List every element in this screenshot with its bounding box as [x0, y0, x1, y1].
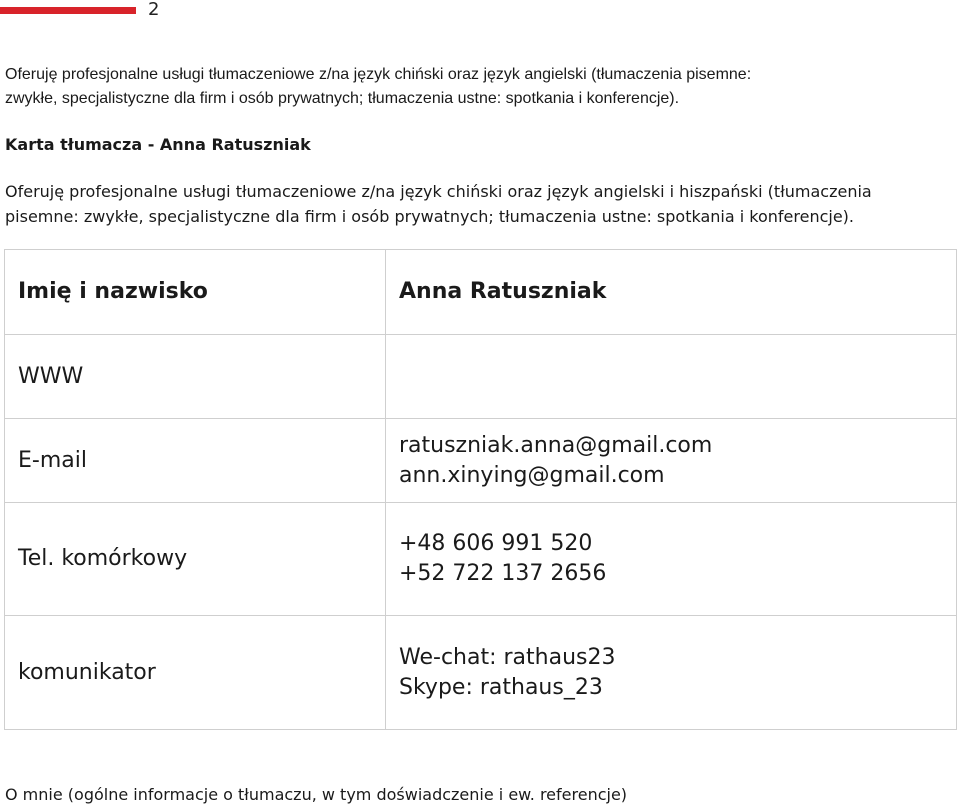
table-row-phone — [5, 503, 957, 616]
email-link[interactable]: ratuszniak.anna@gmail.com — [399, 432, 713, 458]
email-link[interactable]: ann.xinying@gmail.com — [399, 462, 665, 488]
header-accent-bar — [0, 7, 136, 14]
description-line: pisemne: zwykłe, specjalistyczne dla firm i osób prywatnych; tłumaczenia ustne: spotkania i konferencje). — [5, 207, 854, 226]
label-www: WWW — [5, 335, 386, 419]
messenger-id: We-chat: rathaus23 — [399, 644, 616, 670]
intro-line: Oferuję profesjonalne usługi tłumaczeniowe z/na język chiński oraz język angielski (tłumaczenia pisemne: — [5, 66, 752, 83]
phone-number: +52 722 137 2656 — [399, 561, 607, 586]
table-row-messenger — [5, 616, 957, 730]
label-name: Imię i nazwisko — [5, 250, 386, 335]
table-row-name — [5, 250, 957, 335]
value-name: Anna Ratuszniak — [386, 250, 957, 335]
value-email — [386, 419, 957, 503]
table-row-email — [5, 419, 957, 503]
label-email: E-mail — [5, 419, 386, 503]
messenger-id: Skype: rathaus_23 — [399, 674, 603, 700]
description-line: Oferuję profesjonalne usługi tłumaczeniowe z/na język chiński oraz język angielski i hiszpański (tłumaczenia — [5, 182, 872, 201]
label-messenger: komunikator — [5, 616, 386, 730]
intro-paragraph — [5, 63, 905, 111]
label-phone: Tel. komórkowy — [5, 503, 386, 616]
value-www — [386, 335, 957, 419]
page-number: 2 — [148, 0, 160, 20]
card-heading: Karta tłumacza - Anna Ratuszniak — [5, 135, 311, 154]
value-phone — [386, 503, 957, 616]
table-row-www — [5, 335, 957, 419]
about-section-label: O mnie (ogólne informacje o tłumaczu, w tym doświadczenie i ew. referencje) — [5, 785, 628, 804]
intro-line: zwykłe, specjalistyczne dla firm i osób prywatnych; tłumaczenia ustne: spotkania i konferencje). — [5, 90, 680, 107]
value-messenger — [386, 616, 957, 730]
card-description — [5, 179, 959, 229]
translator-card-table — [4, 249, 957, 730]
phone-number: +48 606 991 520 — [399, 531, 593, 556]
